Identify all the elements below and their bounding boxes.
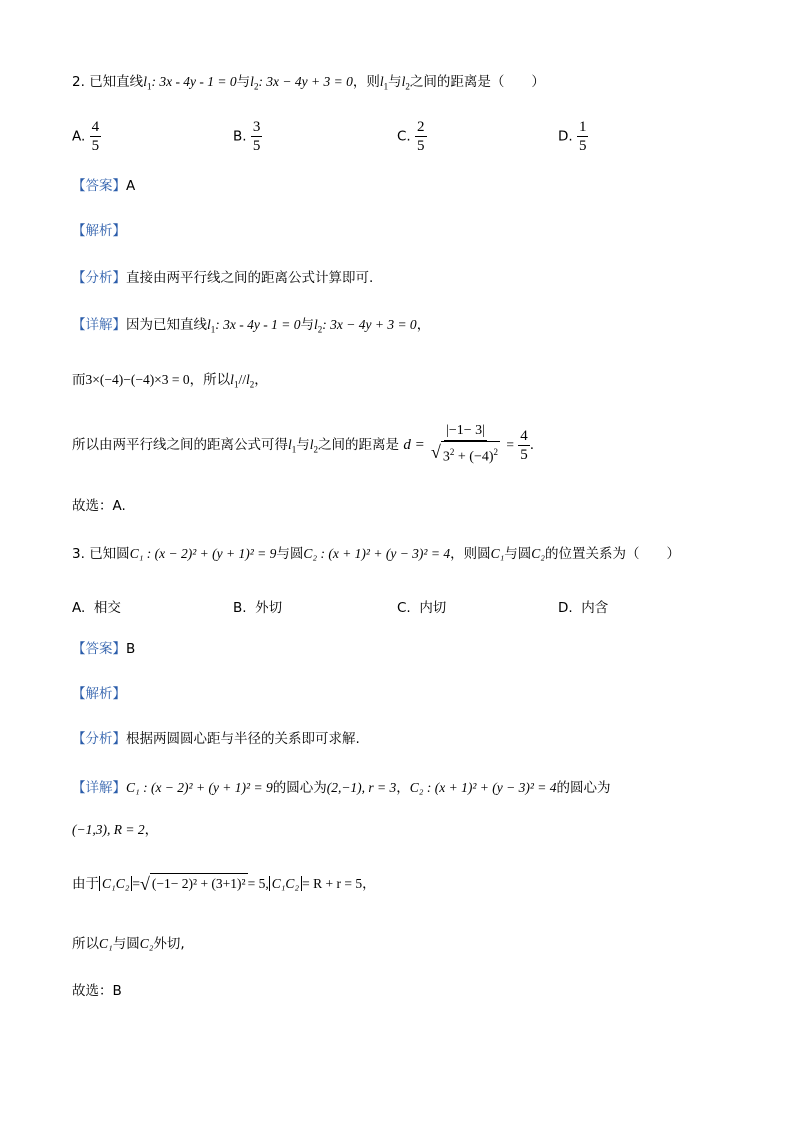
answer-tag: 【答案】 (72, 641, 126, 657)
q3-xiangjie-line4: 所以C₁与圆C₂外切, (72, 936, 185, 952)
q2-line2-equation: : 3x − 4y + 3 = 0 (258, 74, 353, 89)
q2-fenxi: 【分析】直接由两平行线之间的距离公式计算即可. (72, 270, 374, 286)
q3-option-b: B. 外切 (233, 600, 283, 616)
q3-choose: 故选：B (72, 983, 122, 999)
fraction: $\frac{2}{5}$ (417, 119, 425, 154)
distance-fraction: |−1− 3| √ $3^2 + (-4)^2$ (429, 422, 502, 468)
q3-xiangjie: 【详解】C₁ : (x − 2)² + (y + 1)² = 9的圆心为(2,−1), r = 3，C₂ : (x + 1)² + (y − 3)² = 4的圆心为 (72, 780, 611, 796)
q3-circle1-equation: C₁ : (x − 2)² + (y + 1)² = 9 (129, 546, 277, 561)
sqrt-sign: √ (−1− 2)² + (3+1)² (140, 874, 246, 894)
q2-option-b: B. $\frac{3}{5}$ (233, 119, 261, 154)
q2-option-a: A. $\frac{4}{5}$ (72, 119, 100, 154)
q3-answer: 【答案】B (72, 641, 136, 657)
q2-xiangjie: 【详解】因为已知直线$l_1$: 3x - 4y - 1 = 0与$l_2$: 3x − 4y + 3 = 0， (72, 317, 431, 335)
q2-choose: 故选：A. (72, 498, 126, 514)
q2-stem: 2. 已知直线$l_1$: 3x - 4y - 1 = 0与$l_2$: 3x − 4y + 3 = 0，则$l_1$与$l_2$之间的距离是（ ） (72, 74, 545, 92)
q3-circle2-equation: C₂ : (x + 1)² + (y − 3)² = 4 (303, 546, 451, 561)
fraction: $\frac{4}{5}$ (91, 119, 100, 154)
q3-xiangjie-line2: (−1,3), R = 2， (72, 822, 159, 838)
q3-xiangjie-line3: 由于 C₁C₂ = √ (−1− 2)² + (3+1)² = 5, C₁C₂ = R + r = 5， (72, 874, 376, 894)
q3-number: 3. (72, 546, 85, 562)
q2-option-d: D. $\frac{1}{5}$ (558, 119, 587, 154)
fraction: $\frac{3}{5}$ (252, 119, 261, 154)
q2-xiangjie-line2: 而3×(−4)−(−4)×3 = 0，所以$l_1//l_2$， (72, 372, 268, 390)
fraction: $\frac{1}{5}$ (578, 119, 587, 154)
q2-line1-equation: : 3x - 4y - 1 = 0 (151, 74, 237, 89)
q3-analysis-heading: 【解析】 (72, 686, 126, 702)
fraction: $\frac{4}{5}$ (520, 427, 528, 463)
q3-option-a: A. 相交 (72, 600, 121, 616)
answer-tag: 【答案】 (72, 178, 126, 194)
q3-fenxi: 【分析】根据两圆圆心距与半径的关系即可求解. (72, 731, 360, 747)
q2-analysis-heading: 【解析】 (72, 223, 126, 239)
q3-option-d: D. 内含 (558, 600, 609, 616)
q2-answer: 【答案】A (72, 178, 136, 194)
q2-option-c: C. $\frac{2}{5}$ (397, 119, 425, 154)
q3-option-c: C. 内切 (397, 600, 447, 616)
q3-stem: 3. 已知圆C₁ : (x − 2)² + (y + 1)² = 9与圆C₂ : (x + 1)² + (y − 3)² = 4，则圆C₁与圆C₂的位置关系为（ ） (72, 546, 680, 562)
q2-number: 2. (72, 74, 85, 90)
sqrt-sign: √ $3^2 + (-4)^2$ (431, 441, 500, 468)
q2-xiangjie-line3: 所以由两平行线之间的距离公式可得$l_1$与$l_2$之间的距离是 d = |−1− 3| √ $3^2 + (-4)^2$ = $\frac{4}{5}$ . (72, 422, 534, 473)
